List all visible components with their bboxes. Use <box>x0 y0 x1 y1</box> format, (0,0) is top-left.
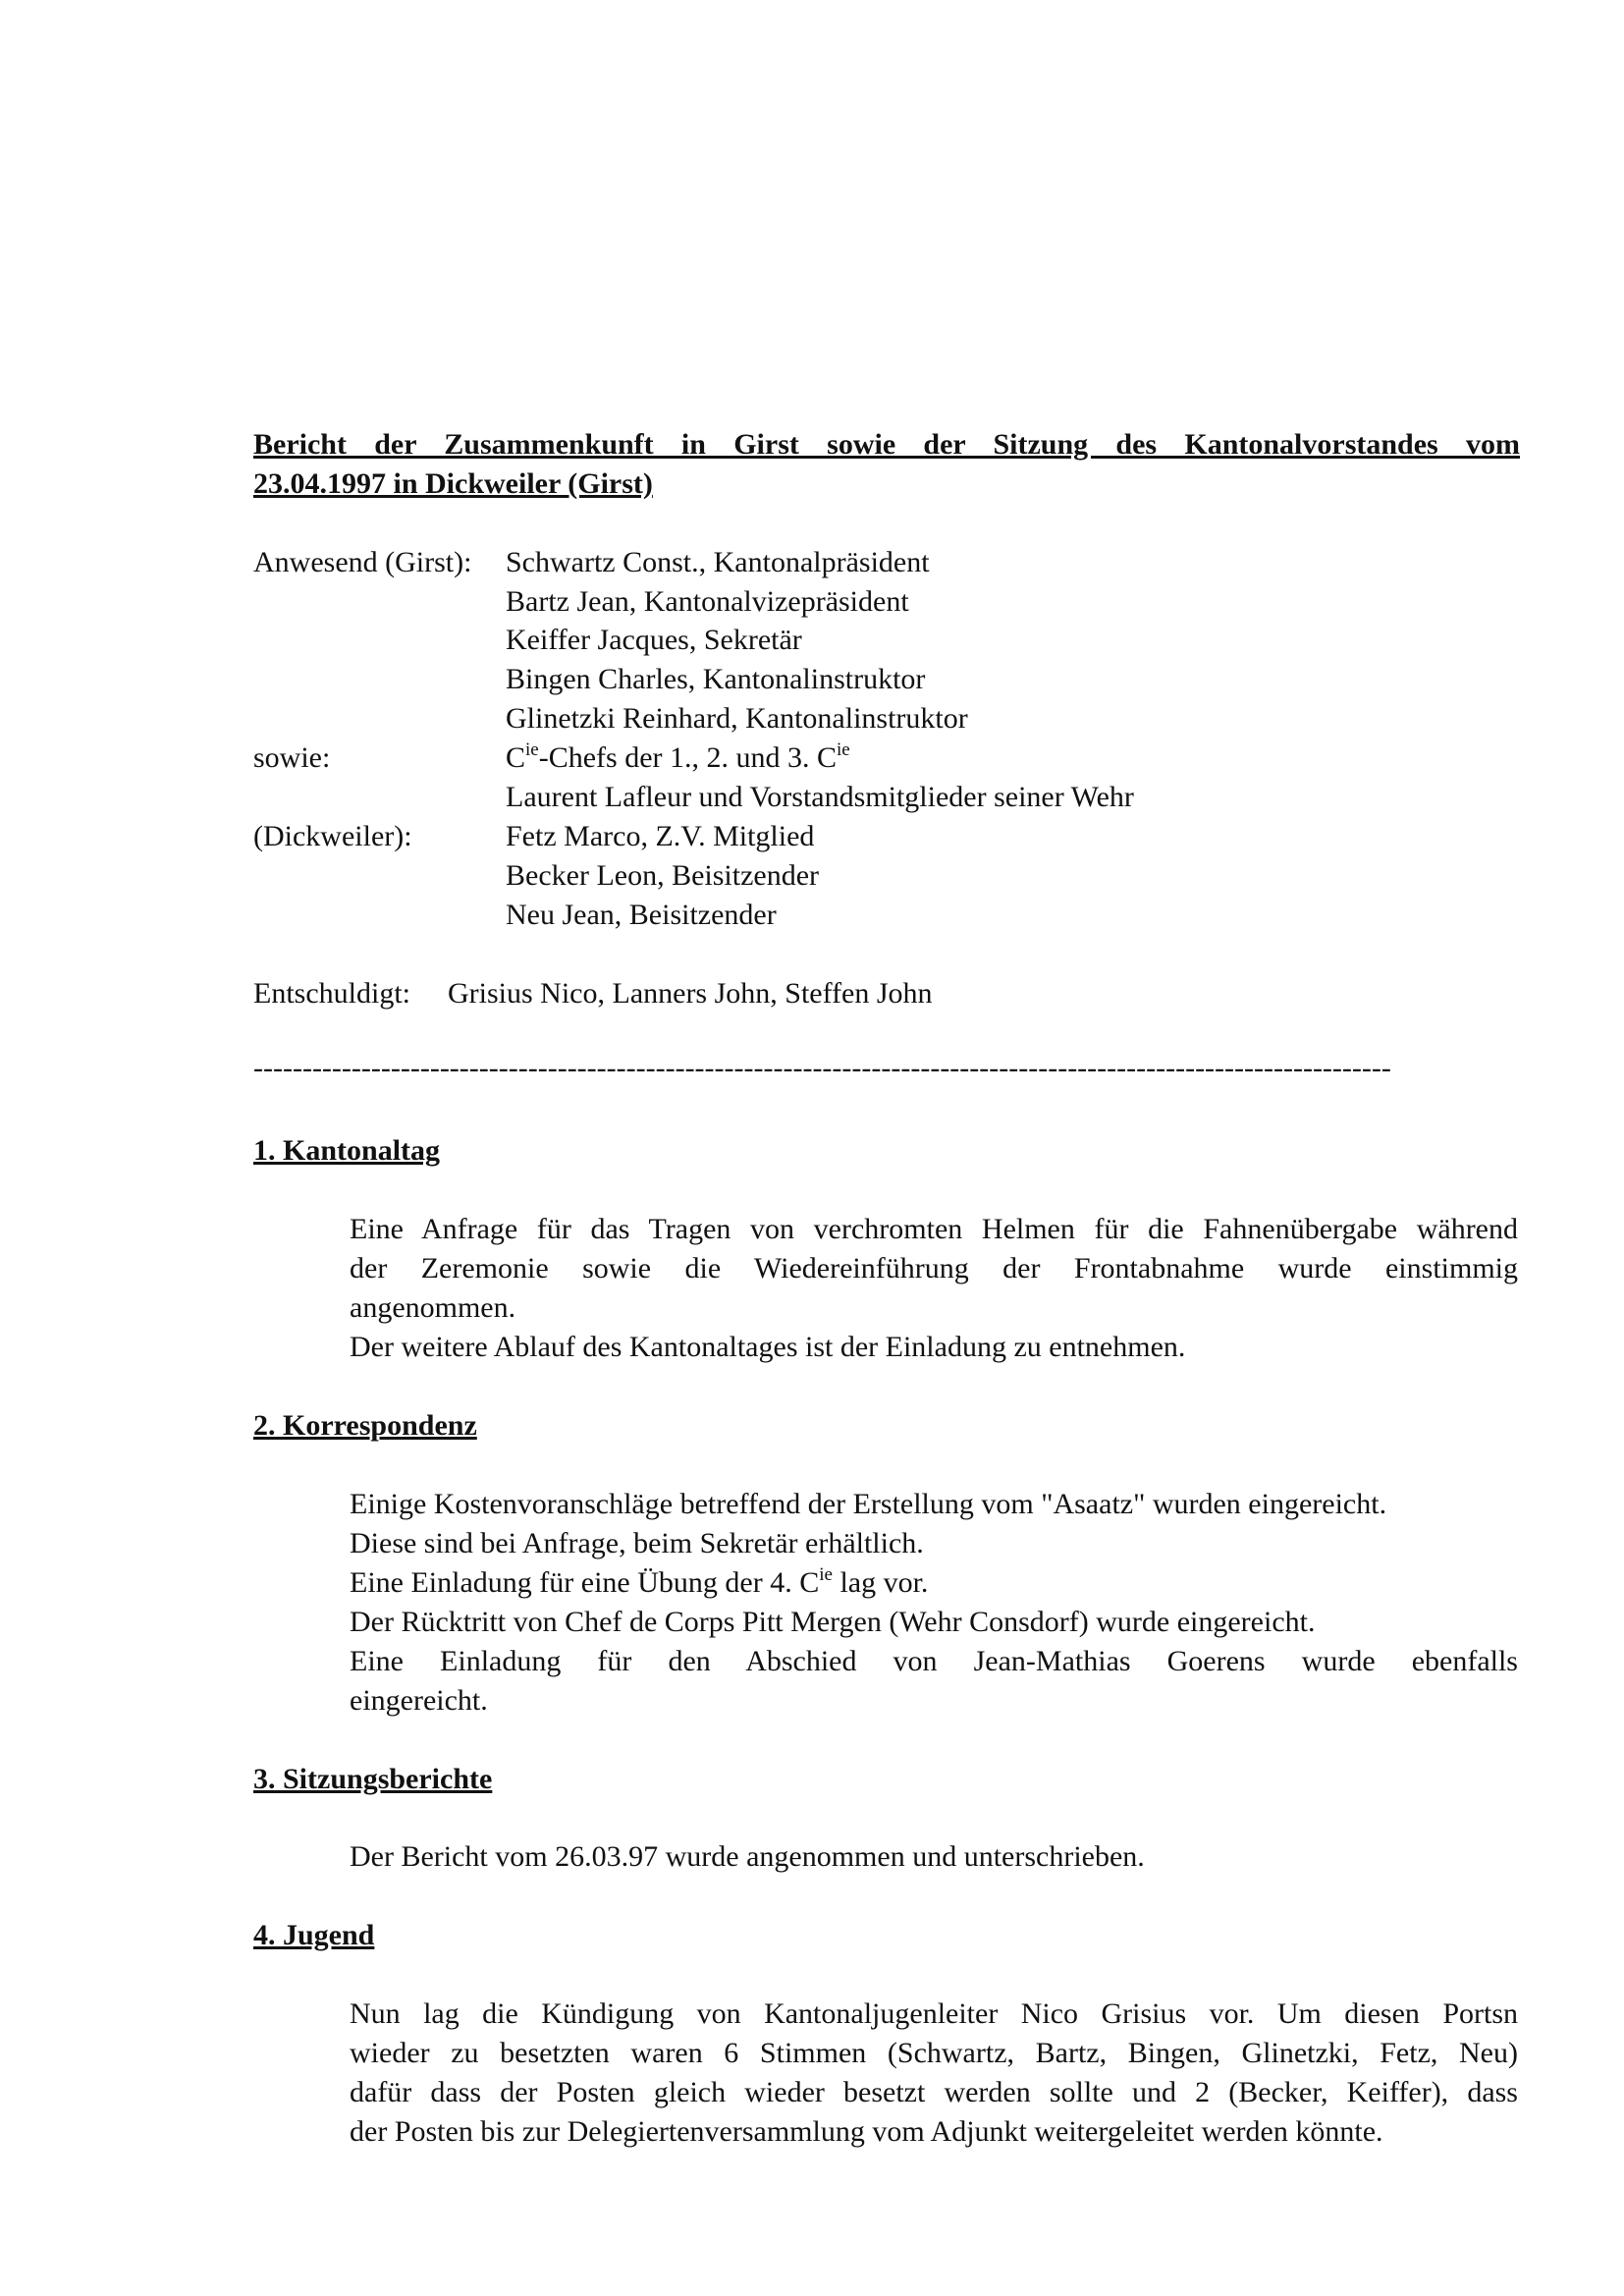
dickweiler-member: Neu Jean, Beisitzender <box>506 899 777 931</box>
dickweiler-member: Becker Leon, Beisitzender <box>506 859 820 892</box>
section-heading-jugend: 4. Jugend <box>253 1919 375 1951</box>
report-title-line-1: Bericht der Zusammenkunft in Girst sowie der Sitzung des Kantonalvorstandes vom <box>253 428 1520 461</box>
also-label: sowie: <box>253 741 331 774</box>
present-member: Keiffer Jacques, Sekretär <box>506 624 802 656</box>
also-laurent-lafleur: Laurent Lafleur und Vorstandsmitglieder seiner Wehr <box>506 781 1134 813</box>
section-heading-korrespondenz: 2. Korrespondenz <box>253 1409 477 1442</box>
paragraph-line: Einige Kostenvoranschläge betreffend der Erstellung vom "Asaatz" wurden eingereicht. <box>350 1488 1387 1520</box>
paragraph-line: Der Bericht vom 26.03.97 wurde angenommen und unterschrieben. <box>350 1840 1145 1873</box>
paragraph-line: der Zeremonie sowie die Wiedereinführung der Frontabnahme wurde einstimmig <box>350 1252 1518 1285</box>
also-mid: -Chefs der 1., 2. und 3. C <box>538 741 838 774</box>
paragraph-line: wieder zu besetzten waren 6 Stimmen (Schwartz, Bartz, Bingen, Glinetzki, Fetz, Neu) <box>350 2037 1518 2069</box>
dickweiler-label: (Dickweiler): <box>253 820 412 852</box>
paragraph-line: Der weitere Ablauf des Kantonaltages ist der Einladung zu entnehmen. <box>350 1331 1186 1363</box>
present-member: Bingen Charles, Kantonalinstruktor <box>506 663 926 695</box>
present-member: Bartz Jean, Kantonalvizepräsident <box>506 585 909 618</box>
paragraph-line <box>350 1563 1518 1603</box>
present-member: Glinetzki Reinhard, Kantonalinstruktor <box>506 702 968 735</box>
paragraph-line: Eine Einladung für den Abschied von Jean-Mathias Goerens wurde ebenfalls <box>350 1645 1518 1677</box>
paragraph-line: Der Rücktritt von Chef de Corps Pitt Mergen (Wehr Consdorf) wurde eingereicht. <box>350 1606 1316 1638</box>
present-member: Schwartz Const., Kantonalpräsident <box>506 546 930 578</box>
present-label: Anwesend (Girst): <box>253 546 472 578</box>
dickweiler-member: Fetz Marco, Z.V. Mitglied <box>506 820 815 852</box>
paragraph-text: lag vor. <box>832 1566 929 1599</box>
paragraph-line: angenommen. <box>350 1291 516 1324</box>
paragraph-text: Eine Einladung für eine Übung der 4. C <box>350 1566 820 1599</box>
report-title-line-2: 23.04.1997 in Dickweiler (Girst) <box>253 467 653 500</box>
section-heading-kantonaltag: 1. Kantonaltag <box>253 1134 441 1167</box>
dashed-separator: -------------------------------------------------------------------------------------------------------------------- <box>253 1052 1391 1084</box>
superscript-ie: ie <box>819 1564 833 1585</box>
paragraph-line: Eine Anfrage für das Tragen von verchromten Helmen für die Fahnenübergabe während <box>350 1213 1518 1245</box>
section-heading-sitzungsberichte: 3. Sitzungsberichte <box>253 1763 493 1795</box>
paragraph-line: eingereicht. <box>350 1684 488 1717</box>
also-c1: C <box>506 741 526 774</box>
superscript-ie: ie <box>525 739 539 760</box>
paragraph-line: der Posten bis zur Delegiertenversammlung vom Adjunkt weitergeleitet werden könnte. <box>350 2115 1383 2148</box>
section-body-kantonaltag <box>350 1210 1518 1367</box>
paragraph-line: Diese sind bei Anfrage, beim Sekretär erhältlich. <box>350 1527 924 1559</box>
section-body-jugend <box>350 1995 1518 2152</box>
section-body-korrespondenz <box>350 1485 1518 1721</box>
paragraph-line: dafür dass der Posten gleich wieder besetzt werden sollte und 2 (Becker, Keiffer), dass <box>350 2076 1518 2108</box>
excused-members: Grisius Nico, Lanners John, Steffen John <box>448 977 933 1010</box>
section-body-sitzungsberichte <box>350 1837 1518 1877</box>
paragraph-line: Nun lag die Kündigung von Kantonaljugenleiter Nico Grisius vor. Um diesen Portsn <box>350 1997 1518 2030</box>
superscript-ie: ie <box>837 739 850 760</box>
also-company-chefs <box>506 738 850 778</box>
excused-label: Entschuldigt: <box>253 977 410 1010</box>
